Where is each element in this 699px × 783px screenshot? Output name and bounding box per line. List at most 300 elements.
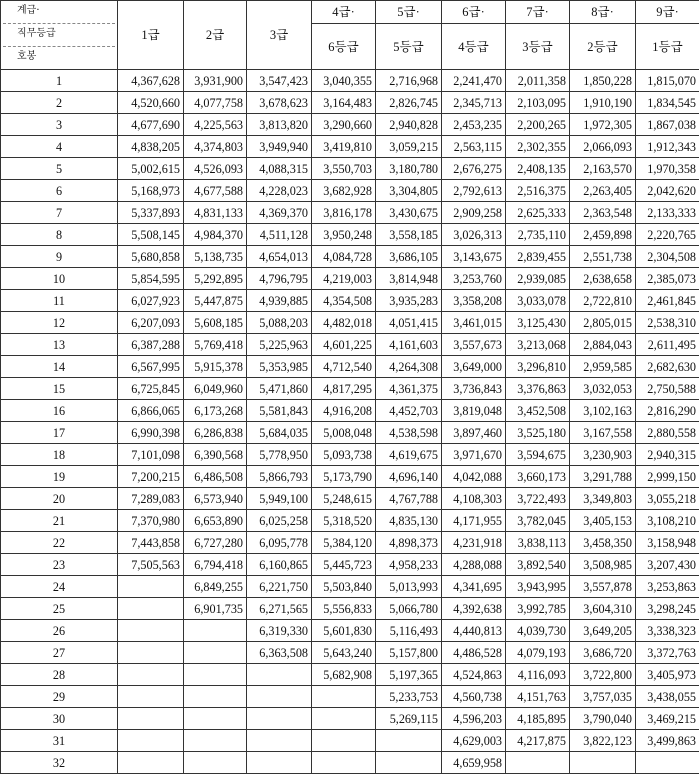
table-row [1,642,699,664]
salary-cell: 2,638,658 [570,268,636,290]
salary-cell: 3,059,215 [376,136,442,158]
salary-cell [184,708,247,730]
salary-cell: 1,850,228 [570,70,636,92]
salary-cell: 4,520,660 [118,92,184,114]
salary-cell [118,664,184,686]
salary-cell: 4,560,738 [442,686,506,708]
step-cell: 6 [1,180,118,202]
salary-cell: 7,443,858 [118,532,184,554]
table-row [1,312,699,334]
salary-cell: 6,049,960 [184,378,247,400]
salary-cell: 6,271,565 [247,598,312,620]
salary-cell: 4,039,730 [506,620,570,642]
salary-cell: 4,677,588 [184,180,247,202]
salary-cell [312,708,376,730]
salary-cell: 1,815,070 [636,70,699,92]
salary-cell [376,752,442,774]
salary-cell: 6,173,268 [184,400,247,422]
step-cell: 24 [1,576,118,598]
step-cell: 17 [1,422,118,444]
grade-header-8-top: 8급· [570,1,636,24]
salary-cell: 3,419,810 [312,136,376,158]
salary-cell: 5,503,840 [312,576,376,598]
corner-label-job-grade: 직무등급 [17,28,56,39]
salary-cell: 4,831,133 [184,202,247,224]
table-row [1,510,699,532]
salary-cell: 2,909,258 [442,202,506,224]
grade-header-6-bottom: 4등급 [442,24,506,70]
salary-cell: 3,508,985 [570,554,636,576]
salary-cell: 6,387,288 [118,334,184,356]
salary-cell: 4,984,370 [184,224,247,246]
salary-cell: 5,066,780 [376,598,442,620]
step-cell: 9 [1,246,118,268]
table-row [1,532,699,554]
salary-cell: 1,970,358 [636,158,699,180]
table-row [1,92,699,114]
salary-cell: 3,547,423 [247,70,312,92]
salary-cell: 4,619,675 [376,444,442,466]
salary-cell: 3,557,878 [570,576,636,598]
salary-cell: 2,133,333 [636,202,699,224]
header-row-top [1,1,699,24]
salary-cell [506,752,570,774]
salary-cell: 5,233,753 [376,686,442,708]
grade-header-5-top: 5급· [376,1,442,24]
table-row [1,202,699,224]
salary-cell: 6,849,255 [184,576,247,598]
salary-cell: 6,095,778 [247,532,312,554]
grade-header-4-top: 4급· [312,1,376,24]
salary-cell: 6,727,280 [184,532,247,554]
salary-cell: 6,567,995 [118,356,184,378]
table-row [1,158,699,180]
salary-cell [247,730,312,752]
salary-cell: 5,292,895 [184,268,247,290]
grade-header-9-bottom: 1등급 [636,24,699,70]
salary-cell: 4,116,093 [506,664,570,686]
salary-cell: 2,241,470 [442,70,506,92]
step-cell: 13 [1,334,118,356]
salary-cell: 4,171,955 [442,510,506,532]
salary-cell: 4,225,563 [184,114,247,136]
salary-cell: 3,604,310 [570,598,636,620]
salary-cell: 3,686,105 [376,246,442,268]
table-row [1,488,699,510]
table-row [1,334,699,356]
salary-cell: 3,736,843 [442,378,506,400]
salary-cell: 4,231,918 [442,532,506,554]
salary-cell: 3,992,785 [506,598,570,620]
salary-cell: 3,813,820 [247,114,312,136]
salary-cell: 2,163,570 [570,158,636,180]
corner-divider [3,46,115,47]
salary-cell: 3,213,068 [506,334,570,356]
salary-cell: 5,684,035 [247,422,312,444]
salary-cell: 4,511,128 [247,224,312,246]
salary-cell: 6,725,845 [118,378,184,400]
salary-cell: 3,026,313 [442,224,506,246]
salary-cell: 2,880,558 [636,422,699,444]
salary-cell: 3,819,048 [442,400,506,422]
salary-cell: 2,011,358 [506,70,570,92]
salary-cell: 4,440,813 [442,620,506,642]
salary-cell: 2,722,810 [570,290,636,312]
salary-cell: 5,769,418 [184,334,247,356]
salary-cell: 5,471,860 [247,378,312,400]
grade-header-3: 3급 [247,1,312,70]
salary-cell: 6,794,418 [184,554,247,576]
step-cell: 7 [1,202,118,224]
step-cell: 16 [1,400,118,422]
salary-cell: 4,835,130 [376,510,442,532]
salary-cell: 3,682,928 [312,180,376,202]
salary-cell: 6,207,093 [118,312,184,334]
salary-cell: 5,601,830 [312,620,376,642]
salary-cell: 2,453,235 [442,114,506,136]
salary-cell: 7,289,083 [118,488,184,510]
salary-cell: 3,372,763 [636,642,699,664]
salary-cell: 3,180,780 [376,158,442,180]
salary-cell: 4,369,370 [247,202,312,224]
salary-cell: 3,405,973 [636,664,699,686]
salary-cell: 6,319,330 [247,620,312,642]
salary-cell: 3,757,035 [570,686,636,708]
salary-cell: 2,816,290 [636,400,699,422]
salary-cell [118,576,184,598]
salary-cell: 5,138,735 [184,246,247,268]
salary-cell: 4,367,628 [118,70,184,92]
salary-cell: 5,318,520 [312,510,376,532]
corner-divider [3,23,115,24]
salary-cell [118,686,184,708]
salary-cell: 2,220,765 [636,224,699,246]
salary-cell: 4,079,193 [506,642,570,664]
salary-cell: 4,916,208 [312,400,376,422]
salary-cell: 4,696,140 [376,466,442,488]
salary-cell: 2,385,073 [636,268,699,290]
salary-cell: 4,838,205 [118,136,184,158]
salary-cell: 4,264,308 [376,356,442,378]
salary-cell: 4,228,023 [247,180,312,202]
salary-cell: 2,716,968 [376,70,442,92]
salary-cell: 3,649,000 [442,356,506,378]
salary-cell: 2,625,333 [506,202,570,224]
salary-cell: 3,291,788 [570,466,636,488]
salary-cell: 3,971,670 [442,444,506,466]
salary-cell: 5,778,950 [247,444,312,466]
salary-cell: 5,447,875 [184,290,247,312]
salary-cell: 2,042,620 [636,180,699,202]
salary-cell: 5,581,843 [247,400,312,422]
step-cell: 31 [1,730,118,752]
table-row [1,730,699,752]
salary-cell: 3,296,810 [506,356,570,378]
salary-cell: 5,157,800 [376,642,442,664]
salary-cell [184,730,247,752]
salary-cell: 3,253,863 [636,576,699,598]
table-row [1,114,699,136]
step-cell: 28 [1,664,118,686]
salary-cell: 4,958,233 [376,554,442,576]
grade-header-7-bottom: 3등급 [506,24,570,70]
salary-cell: 4,361,375 [376,378,442,400]
step-cell: 8 [1,224,118,246]
salary-cell: 4,817,295 [312,378,376,400]
salary-cell: 4,526,093 [184,158,247,180]
salary-cell: 4,374,803 [184,136,247,158]
table-row [1,180,699,202]
salary-cell: 5,013,993 [376,576,442,598]
salary-cell: 5,608,185 [184,312,247,334]
salary-cell: 2,839,455 [506,246,570,268]
salary-cell [118,708,184,730]
salary-cell: 3,550,703 [312,158,376,180]
grade-header-9-top: 9급· [636,1,699,24]
step-cell: 1 [1,70,118,92]
salary-cell: 6,160,865 [247,554,312,576]
salary-cell: 5,116,493 [376,620,442,642]
step-cell: 11 [1,290,118,312]
salary-cell: 3,102,163 [570,400,636,422]
salary-cell: 4,042,088 [442,466,506,488]
table-row [1,268,699,290]
salary-cell: 6,901,735 [184,598,247,620]
salary-cell: 2,939,085 [506,268,570,290]
salary-cell: 2,826,745 [376,92,442,114]
salary-cell: 3,790,040 [570,708,636,730]
salary-cell [184,642,247,664]
salary-cell: 6,653,890 [184,510,247,532]
salary-cell: 3,943,995 [506,576,570,598]
salary-cell [184,752,247,774]
table-row [1,246,699,268]
salary-cell [312,752,376,774]
table-row [1,576,699,598]
salary-cell: 3,897,460 [442,422,506,444]
salary-cell [247,708,312,730]
salary-cell: 3,722,493 [506,488,570,510]
grade-header-4-bottom: 6등급 [312,24,376,70]
salary-cell: 4,796,795 [247,268,312,290]
salary-cell: 4,538,598 [376,422,442,444]
step-cell: 18 [1,444,118,466]
salary-cell: 3,892,540 [506,554,570,576]
salary-cell: 6,221,750 [247,576,312,598]
table-row [1,290,699,312]
salary-cell: 3,782,045 [506,510,570,532]
salary-cell: 3,686,720 [570,642,636,664]
salary-cell: 2,408,135 [506,158,570,180]
salary-cell: 4,077,758 [184,92,247,114]
salary-cell: 1,972,305 [570,114,636,136]
salary-cell: 5,269,115 [376,708,442,730]
salary-cell: 3,557,673 [442,334,506,356]
salary-cell: 2,551,738 [570,246,636,268]
salary-cell: 3,461,015 [442,312,506,334]
salary-cell: 5,643,240 [312,642,376,664]
table-row [1,70,699,92]
salary-cell: 3,678,623 [247,92,312,114]
salary-cell: 4,161,603 [376,334,442,356]
salary-cell [118,642,184,664]
salary-cell [636,752,699,774]
salary-cell: 4,767,788 [376,488,442,510]
step-cell: 21 [1,510,118,532]
salary-cell: 4,482,018 [312,312,376,334]
step-cell: 5 [1,158,118,180]
table-header [1,1,699,70]
salary-cell: 4,486,528 [442,642,506,664]
corner-label-step: 호봉 [17,51,37,62]
salary-cell: 7,101,098 [118,444,184,466]
header-corner-cell [1,1,118,70]
salary-cell: 3,304,805 [376,180,442,202]
salary-cell: 2,735,110 [506,224,570,246]
salary-cell: 3,558,185 [376,224,442,246]
grade-header-5-bottom: 5등급 [376,24,442,70]
salary-cell: 5,556,833 [312,598,376,620]
step-cell: 29 [1,686,118,708]
salary-cell: 4,659,958 [442,752,506,774]
salary-cell: 3,207,430 [636,554,699,576]
salary-cell: 3,167,558 [570,422,636,444]
grade-header-6-top: 6급· [442,1,506,24]
salary-cell: 3,525,180 [506,422,570,444]
table-row [1,664,699,686]
salary-cell: 4,392,638 [442,598,506,620]
salary-cell: 4,108,303 [442,488,506,510]
salary-cell: 2,516,375 [506,180,570,202]
salary-cell: 4,452,703 [376,400,442,422]
salary-cell: 3,338,323 [636,620,699,642]
salary-cell: 4,524,863 [442,664,506,686]
salary-cell: 5,225,963 [247,334,312,356]
salary-cell: 3,458,350 [570,532,636,554]
salary-cell: 3,032,053 [570,378,636,400]
table-row [1,422,699,444]
salary-cell: 4,185,895 [506,708,570,730]
table-row [1,598,699,620]
salary-cell: 3,499,863 [636,730,699,752]
step-cell: 25 [1,598,118,620]
table-row [1,378,699,400]
grade-header-1: 1급 [118,1,184,70]
salary-cell: 3,594,675 [506,444,570,466]
salary-cell: 3,935,283 [376,290,442,312]
salary-cell: 1,834,545 [636,92,699,114]
salary-cell: 3,349,803 [570,488,636,510]
salary-cell: 2,805,015 [570,312,636,334]
salary-cell [184,620,247,642]
salary-cell [184,686,247,708]
table-row [1,400,699,422]
table-row [1,224,699,246]
table-row [1,620,699,642]
salary-cell: 5,337,893 [118,202,184,224]
salary-cell: 5,088,203 [247,312,312,334]
table-row [1,466,699,488]
salary-cell: 2,884,043 [570,334,636,356]
step-cell: 32 [1,752,118,774]
step-cell: 4 [1,136,118,158]
step-cell: 22 [1,532,118,554]
salary-cell: 3,931,900 [184,70,247,92]
salary-cell: 5,353,985 [247,356,312,378]
salary-cell [118,598,184,620]
salary-cell [247,752,312,774]
salary-cell: 2,302,355 [506,136,570,158]
step-cell: 20 [1,488,118,510]
step-cell: 26 [1,620,118,642]
salary-cell: 3,253,760 [442,268,506,290]
salary-cell: 2,999,150 [636,466,699,488]
salary-cell: 2,538,310 [636,312,699,334]
salary-cell: 3,438,055 [636,686,699,708]
salary-cell: 5,173,790 [312,466,376,488]
salary-cell: 5,248,615 [312,488,376,510]
salary-cell [312,686,376,708]
salary-cell: 4,151,763 [506,686,570,708]
step-cell: 19 [1,466,118,488]
salary-cell: 2,200,265 [506,114,570,136]
salary-cell: 6,573,940 [184,488,247,510]
table-row [1,708,699,730]
salary-cell [312,730,376,752]
salary-cell: 2,940,828 [376,114,442,136]
salary-cell: 5,197,365 [376,664,442,686]
salary-cell: 3,055,218 [636,488,699,510]
salary-cell: 2,304,508 [636,246,699,268]
salary-cell: 3,108,210 [636,510,699,532]
salary-cell: 2,940,315 [636,444,699,466]
table-row [1,356,699,378]
step-cell: 30 [1,708,118,730]
salary-cell: 4,217,875 [506,730,570,752]
salary-cell: 4,288,088 [442,554,506,576]
salary-cell: 5,915,378 [184,356,247,378]
salary-cell: 3,143,675 [442,246,506,268]
step-cell: 12 [1,312,118,334]
salary-cell [570,752,636,774]
salary-cell: 2,461,845 [636,290,699,312]
salary-cell: 5,168,973 [118,180,184,202]
salary-cell: 6,363,508 [247,642,312,664]
salary-cell: 5,445,723 [312,554,376,576]
salary-cell: 4,898,373 [376,532,442,554]
salary-cell: 4,939,885 [247,290,312,312]
table-row [1,136,699,158]
salary-cell: 3,358,208 [442,290,506,312]
salary-cell: 2,959,585 [570,356,636,378]
salary-cell: 4,629,003 [442,730,506,752]
salary-cell: 2,750,588 [636,378,699,400]
step-cell: 2 [1,92,118,114]
grade-header-8-bottom: 2등급 [570,24,636,70]
salary-cell: 3,298,245 [636,598,699,620]
salary-cell: 3,660,173 [506,466,570,488]
salary-cell: 2,563,115 [442,136,506,158]
salary-cell [184,664,247,686]
salary-cell: 4,596,203 [442,708,506,730]
salary-cell: 5,854,595 [118,268,184,290]
salary-cell: 2,363,548 [570,202,636,224]
salary-cell: 7,200,215 [118,466,184,488]
salary-cell: 5,508,145 [118,224,184,246]
salary-cell: 1,912,343 [636,136,699,158]
salary-cell: 4,088,315 [247,158,312,180]
step-cell: 3 [1,114,118,136]
